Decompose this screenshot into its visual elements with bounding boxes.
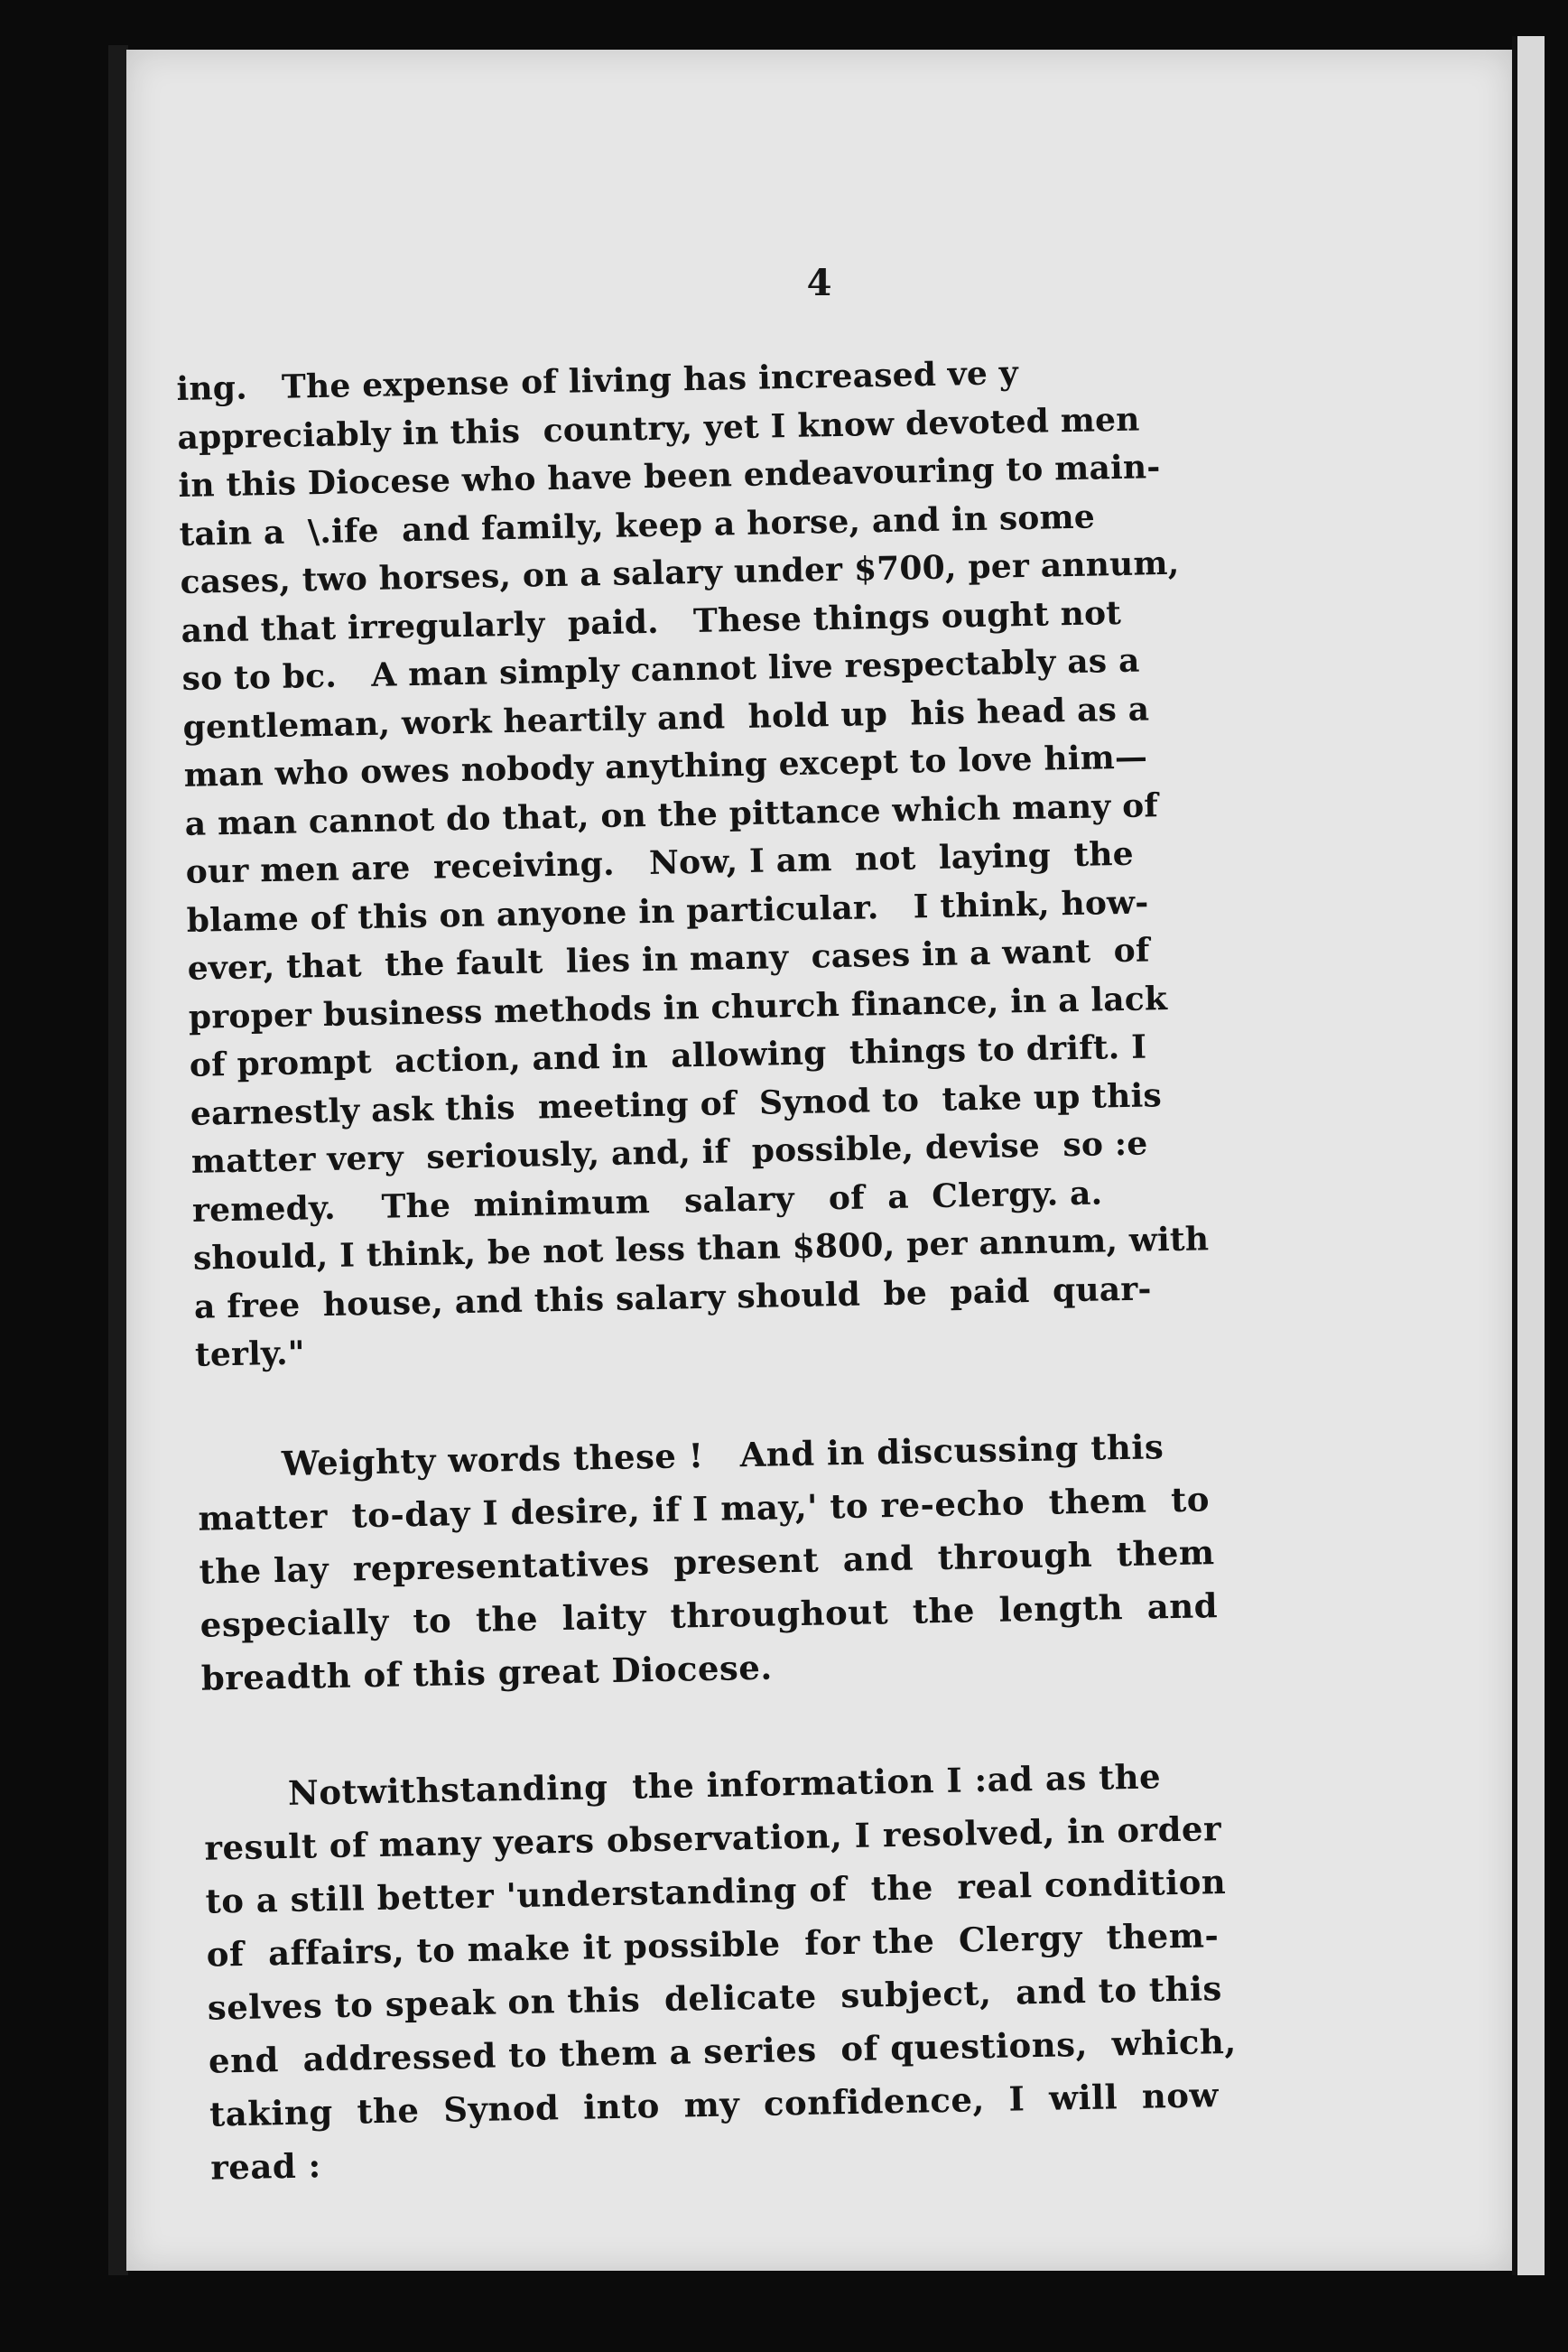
text-line: man who owes nobody anything except to love him— (183, 738, 1148, 795)
text-line: of prompt action, and in allowing things to drift. I (189, 1027, 1147, 1084)
text-line: especially to the laity throughout the length and (199, 1585, 1219, 1645)
text-line: selves to speak on this delicate subject, and to this (207, 1967, 1223, 2028)
text-line: ing. The expense of living has increased ve y (176, 354, 1019, 408)
paragraph-quotation (176, 343, 1369, 1380)
text-line: and that irregularly paid. These things ought not (181, 593, 1122, 650)
text-line: earnestly ask this meeting of Synod to take up this (190, 1075, 1163, 1133)
text-line: the lay representatives present and through them (199, 1531, 1215, 1592)
paragraph-weighty-words (197, 1416, 1375, 1705)
text-line: should, I think, be not less than $800, per annum, with (192, 1220, 1210, 1278)
text-line: in this Diocese who have been endeavouring to main- (178, 448, 1161, 505)
text-line: tain a \.ife and family, keep a horse, and in some (179, 497, 1096, 553)
text-line: matter to-day I desire, if I may,' to re-echo them to (198, 1478, 1211, 1539)
text-line: Notwithstanding the information I :ad as the (202, 1755, 1162, 1815)
text-line: blame of this on anyone in particular. I think, how- (186, 882, 1149, 940)
text-line: remedy. The minimum salary of a Clergy. a. (191, 1173, 1103, 1230)
paragraph-notwithstanding (203, 1745, 1385, 2194)
text-line: a man cannot do that, on the pittance which many of (184, 786, 1159, 843)
text-line: taking the Synod into my confidence, I will now (209, 2074, 1220, 2134)
text-line: so to bc. A man simply cannot live respectably as a (181, 641, 1140, 698)
text-line: to a still better 'understanding of the real condition (205, 1861, 1227, 1921)
text-line: terly." (194, 1334, 306, 1374)
book-binding-edge (108, 45, 128, 2275)
body-text (176, 343, 1385, 2194)
text-line: read : (209, 2144, 322, 2188)
text-line: proper business methods in church finance, in a lack (188, 979, 1168, 1037)
text-line: matter very seriously, and, if possible, devise so :e (190, 1124, 1148, 1181)
adjacent-page-edge (1512, 36, 1545, 2275)
text-line: breadth of this great Diocese. (200, 1647, 774, 1698)
text-line: ever, that the fault lies in many cases in a want of (187, 931, 1150, 988)
text-line: appreciably in this country, yet I know devoted men (177, 400, 1140, 457)
page-number: 4 (806, 262, 832, 304)
text-line: a free house, and this salary should be paid quar- (193, 1269, 1152, 1326)
text-line: gentleman, work heartily and hold up his head as a (182, 689, 1150, 747)
text-line: cases, two horses, on a salary under $700, per annum, (180, 544, 1180, 601)
text-line: Weighty words these ! And in discussing this (196, 1426, 1164, 1485)
text-line: our men are receiving. Now, I am not laying the (185, 834, 1135, 891)
text-line: result of many years observation, I resolved, in order (204, 1808, 1222, 1868)
text-line: of affairs, to make it possible for the Clergy them- (206, 1914, 1220, 1975)
text-line: end addressed to them a series of questions, which, (208, 2021, 1238, 2081)
